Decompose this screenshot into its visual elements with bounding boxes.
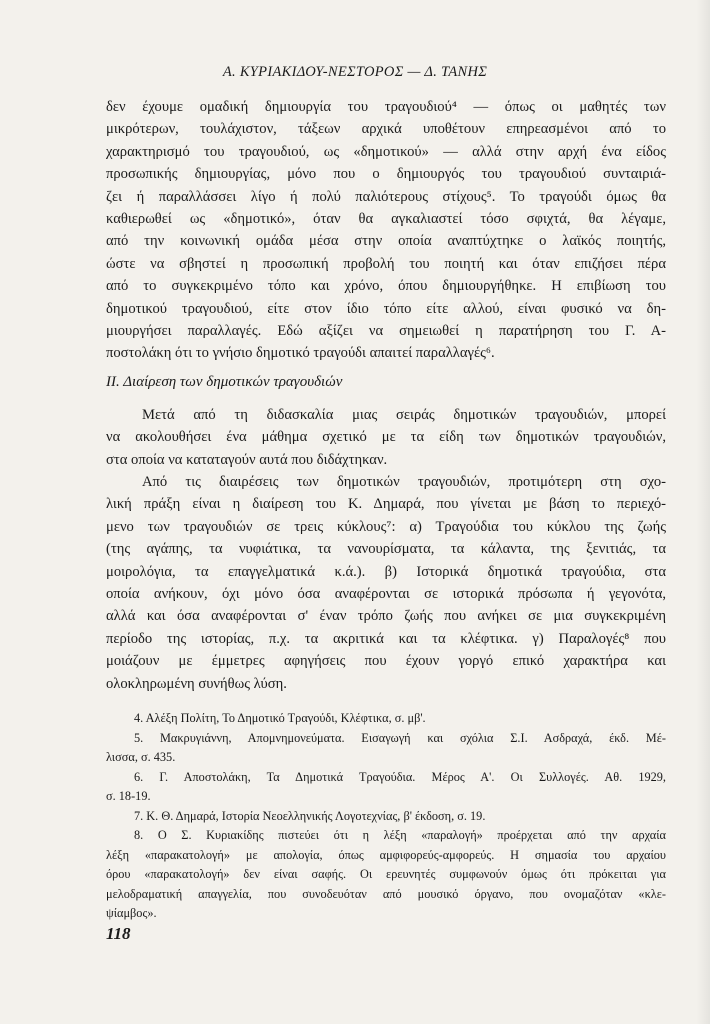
text-line: οποία ανήκουν, όχι μόνο όσα αναφέρονται σε ιστορικά πρόσωπα ή γεγονότα, xyxy=(106,585,666,602)
footnote-6: 6. Γ. Αποστολάκη, Τα Δημοτικά Τραγούδια. Μέρος Α'. Οι Συλλογές. Αθ. 1929, xyxy=(134,769,666,784)
text-line: ώστε να σβηστεί η προσωπική προβολή του ποιητή και όταν επιζήσει πέρα xyxy=(106,255,666,272)
footnote-4: 4. Αλέξη Πολίτη, Το Δημοτικό Τραγούδι, Κλέφτικα, σ. μβ'. xyxy=(134,711,426,725)
text-line: προσωπικής δημιουργίας, μόνο που ο δημιουργός του τραγουδιού συνταιριά- xyxy=(106,166,666,183)
text-line: ζει ή παραλλάσσει λίγο ή πολύ παλιότερους στίχους⁵. Το τραγούδι όμως θα xyxy=(106,188,666,205)
text-line: χαρακτηρισμό του τραγουδιού, ως «δημοτικού» — αλλά στην αρχή ένα είδος xyxy=(106,143,666,160)
text-line: ολοκληρωμένη συνήθως λύση. xyxy=(106,675,287,692)
text-line: να ακολουθήσει ένα μάθημα σχετικό με τα είδη των δημοτικών τραγουδιών, xyxy=(106,429,666,446)
text-line: ποστολάκη ότι το γνήσιο δημοτικό τραγούδι απαιτεί παραλλαγές⁶. xyxy=(106,345,495,362)
text-line: μικρότερων, τουλάχιστον, τάξεων αρχικά υποθέτουν επηρεασμένοι από το xyxy=(106,121,666,138)
footnote-5: 5. Μακρυγιάννη, Απομνημονεύματα. Εισαγωγή και σχόλια Σ.Ι. Ασδραχά, έκδ. Μέ- xyxy=(134,730,666,745)
footnote-8-cont: μελοδραματική απαγγελία, που συνοδευόταν από μουσικό όργανο, που ονομαζόταν «κλε- xyxy=(106,886,666,901)
text-line: περίοδο της ιστορίας, π.χ. τα ακριτικά και τα κλέφτικα. γ) Παραλογές⁸ που xyxy=(106,630,666,647)
footnote-7: 7. Κ. Θ. Δημαρά, Ιστορία Νεοελληνικής Λογοτεχνίας, β' έκδοση, σ. 19. xyxy=(134,808,486,823)
text-line: από την κοινωνική ομάδα μέσα στην οποία αναπτύχτηκε ο λαϊκός ποιητής, xyxy=(106,233,666,250)
text-line: λική πράξη είναι η διαίρεση του Κ. Δημαρά, που γίνεται με βάση το περιεχό- xyxy=(106,496,666,513)
text-line: καθιερωθεί ως «δημοτικό», όταν θα αγκαλιαστεί τόσο σφιχτά, θα λέγαμε, xyxy=(106,210,666,227)
text-line: από το συγκεκριμένο τόπο και χρόνο, όπου δημιουργήθηκε. Η επιβίωση του xyxy=(106,278,666,295)
text-line: στα οποία να καταταγούν αυτά που διδάχτηκαν. xyxy=(106,451,388,468)
page-number: 118 xyxy=(106,924,131,943)
text-line: αλλά και όσα αναφέρονται σ' έναν τρόπο ζωής που ανήκει σε μια συγκεκριμένη xyxy=(106,608,666,625)
text-line: μοιάζουν με έμμετρες αφηγήσεις που έχουν γοργό επικό χαρακτήρα και xyxy=(106,653,666,670)
footnote-8-cont: ψίαμβος». xyxy=(106,906,157,920)
text-line: μενο των τραγουδιών σε τρεις κύκλους⁷: α) Τραγούδια του κύκλου της ζωής xyxy=(106,518,666,535)
running-head: Α. ΚΥΡΙΑΚΙΔΟΥ-ΝΕΣΤΟΡΟΣ — Δ. ΤΑΝΗΣ xyxy=(222,64,488,80)
text-line: μιουργήσει παραλλαγές. Εδώ αξίζει να σημειωθεί η παρατήρηση του Γ. Α- xyxy=(106,322,666,339)
section-heading: ΙΙ. Διαίρεση των δημοτικών τραγουδιών xyxy=(106,374,343,390)
footnote-8-cont: λέξη «παρακατολογή» με απολογία, όπως αμφιφορεύς-αμφορεύς. Η σημασία του αρχαίου xyxy=(106,847,666,862)
text-line: (της αγάπης, τα νυφιάτικα, τα νανουρίσματα, τα κάλαντα, της ξενιτιάς, τα xyxy=(106,541,666,558)
text-line: Μετά από τη διδασκαλία μιας σειράς δημοτικών τραγουδιών, μπορεί xyxy=(142,407,666,423)
footnote-5-cont: λισσα, σ. 435. xyxy=(106,750,176,764)
footnote-8: 8. Ο Σ. Κυριακίδης πιστεύει ότι η λέξη «παραλογή» προέρχεται από την αρχαία xyxy=(134,828,666,842)
paragraph-3 xyxy=(106,471,666,695)
paragraph-2 xyxy=(106,404,666,471)
paragraph-1 xyxy=(106,96,666,365)
footnote-8-cont: όρου «παρακατολογή» δεν είναι σαφής. Οι ερευνητές συμφωνούν όμως ότι πρόκειται για xyxy=(106,867,666,881)
footnote-6-cont: σ. 18-19. xyxy=(106,789,151,803)
text-line: δεν έχουμε ομαδική δημιουργία του τραγουδιού⁴ — όπως οι μαθητές των xyxy=(106,99,666,115)
text-line: Από τις διαιρέσεις των δημοτικών τραγουδιών, προτιμότερη στη σχο- xyxy=(142,474,666,490)
text-line: μοιρολόγια, τα επαγγελματικά κ.ά.). β) Ιστορικά δημοτικά τραγούδια, στα xyxy=(106,563,666,580)
text-line: δημοτικού τραγουδιού, είτε στον ίδιο τόπο είτε αλλού, είναι φυσικό να δη- xyxy=(106,300,666,317)
footnotes xyxy=(106,709,666,924)
page-edge-shadow xyxy=(696,0,710,1024)
